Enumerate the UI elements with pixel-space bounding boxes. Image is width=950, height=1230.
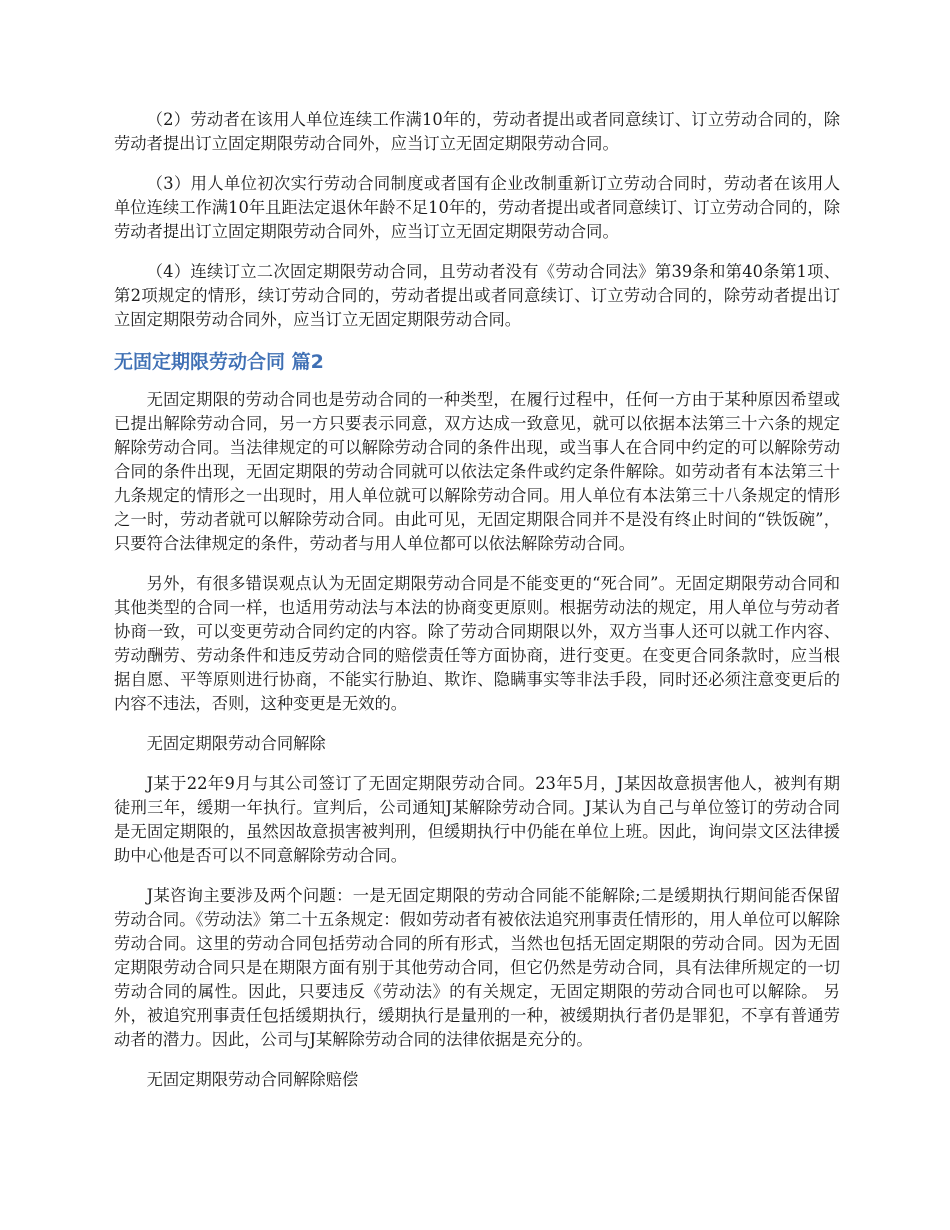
subheading-termination-compensation: 无固定期限劳动合同解除赔偿	[146, 1070, 359, 1089]
section-heading: 无固定期限劳动合同 篇2	[114, 351, 324, 373]
paragraph-contract-modification: 另外，有很多错误观点认为无固定期限劳动合同是不能变更的“死合同”。无固定期限劳动合同和其他类型的合同一样，也适用劳动法与本法的协商变更原则。根据劳动法的规定，用人单位与劳动者协商一致，可以变更劳动合同约定的内容。除了劳动合同期限以外，双方当事人还可以就工作内容、劳动酬劳、劳动条件和违反劳动合同的赔偿责任等方面协商，进行变更。在变更合同条款时，应当根据自愿、平等原则进行协商，不能实行胁迫、欺诈、隐瞒事实等非法手段，同时还必须注意变更后的内容不违法，否则，这种变更是无效的。	[114, 574, 840, 713]
paragraph-termination-conditions: 无固定期限的劳动合同也是劳动合同的一种类型，在履行过程中，任何一方由于某种原因希望或已提出解除劳动合同，另一方只要表示同意，双方达成一致意见，就可以依据本法第三十六条的规定解除劳动合同。当法律规定的可以解除劳动合同的条件出现，或当事人在合同中约定的可以解除劳动合同的条件出现，无固定期限的劳动合同就可以依法定条件或约定条件解除。如劳动者有本法第三十九条规定的情形之一出现时，用人单位就可以解除劳动合同。用人单位有本法第三十八条规定的情形之一时，劳动者就可以解除劳动合同。由此可见，无固定期限合同并不是没有终止时间的“铁饭碗”，只要符合法律规定的条件，劳动者与用人单位都可以依法解除劳动合同。	[114, 390, 840, 553]
paragraph-case-description: J某于22年9月与其公司签订了无固定期限劳动合同。23年5月，J某因故意损害他人，被判有期徒刑三年，缓期一年执行。宣判后，公司通知J某解除劳动合同。J某认为自己与单位签订的劳动合同是无固定期限的，虽然因故意损害被判刑，但缓期执行中仍能在单位上班。因此，询问崇文区法律援助中心他是否可以不同意解除劳动合同。	[114, 774, 840, 865]
subheading-contract-termination: 无固定期限劳动合同解除	[146, 734, 326, 753]
paragraph-clause-3: （3）用人单位初次实行劳动合同制度或者国有企业改制重新订立劳动合同时，劳动者在该用人单位连续工作满10年且距法定退休年龄不足10年的，劳动者提出或者同意续订、订立劳动合同的，除劳动者提出订立固定期限劳动合同外，应当订立无固定期限劳动合同。	[114, 174, 840, 241]
paragraph-clause-4: （4）连续订立二次固定期限劳动合同，且劳动者没有《劳动合同法》第39条和第40条第1项、第2项规定的情形，续订劳动合同的，劳动者提出或者同意续订、订立劳动合同的，除劳动者提出订立固定期限劳动合同外，应当订立无固定期限劳动合同。	[114, 262, 840, 329]
document-page	[114, 108, 840, 1108]
paragraph-case-analysis: J某咨询主要涉及两个问题：一是无固定期限的劳动合同能不能解除;二是缓期执行期间能否保留劳动合同。《劳动法》第二十五条规定：假如劳动者有被依法追究刑事责任情形的，用人单位可以解除劳动合同。这里的劳动合同包括劳动合同的所有形式，当然也包括无固定期限的劳动合同。因为无固定期限劳动合同只是在期限方面有别于其他劳动合同，但它仍然是劳动合同，具有法律所规定的一切劳动合同的属性。因此，只要违反《劳动法》的有关规定，无固定期限的劳动合同也可以解除。 另外，被追究刑事责任包括缓期执行，缓期执行是量刑的一种，被缓期执行者仍是罪犯，不享有普通劳动者的潜力。因此，公司与J某解除劳动合同的法律依据是充分的。	[114, 886, 840, 1049]
paragraph-clause-2: （2）劳动者在该用人单位连续工作满10年的，劳动者提出或者同意续订、订立劳动合同的，除劳动者提出订立固定期限劳动合同外，应当订立无固定期限劳动合同。	[114, 110, 840, 153]
